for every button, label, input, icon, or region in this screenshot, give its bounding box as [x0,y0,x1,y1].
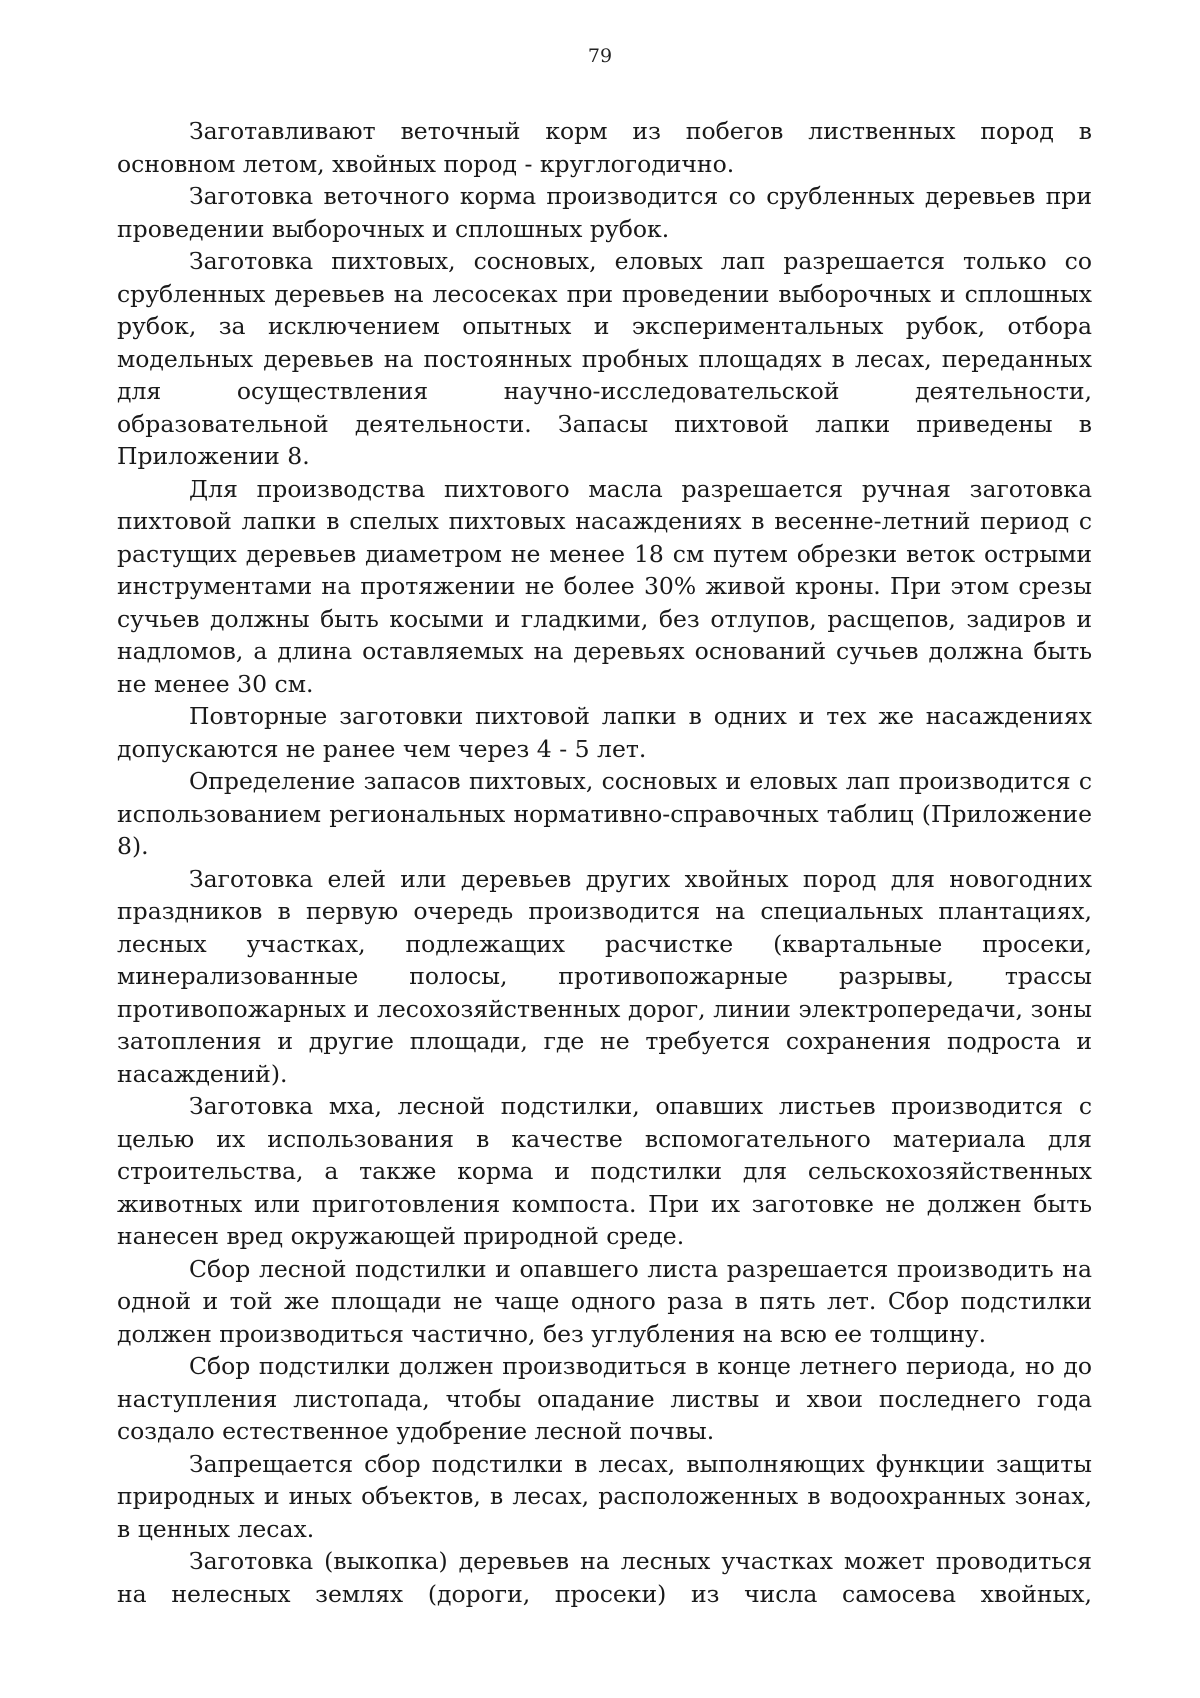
paragraph-litter-prohibition: Запрещается сбор подстилки в лесах, выполняющих функции защиты природных и иных объектов, в лесах, расположенных в водоохранных зонах, в ценных лесах. [117,1449,1092,1543]
paragraph-tree-digging: Заготовка (выкопка) деревьев на лесных участках может проводиться на нелесных землях (дороги, просеки) из числа самосева хвойных, [117,1547,1092,1608]
paragraph-conifer-branches: Заготовка пихтовых, сосновых, еловых лап разрешается только со срубленных деревьев на лесосеках при проведении выборочных и сплошных рубок, за исключением опытных и экспериментальных рубок, отбора модельных деревьев на постоянных пробных площадях в лесах, переданных для осуществления научно-исследовательской деятельности, образовательной деятельности. Запасы пихтовой лапки приведены в Приложении 8. [117,247,1092,470]
paragraph-branch-feed-season: Заготавливают веточный корм из побегов лиственных пород в основном летом, хвойных пород - круглогодично. [117,117,1092,178]
paragraph-moss-litter: Заготовка мха, лесной подстилки, опавших листьев производится с целью их использования в качестве вспомогательного материала для строительства, а также корма и подстилки для сельскохозяйственных животных или приготовления компоста. При их заготовке не должен быть нанесен вред окружающей природной среде. [117,1092,1092,1250]
paragraph-litter-collection-timing: Сбор подстилки должен производиться в конце летнего периода, но до наступления листопада, чтобы опадание листвы и хвои последнего года создало естественное удобрение лесной почвы. [117,1352,1092,1445]
body-text [117,115,1092,1610]
paragraph-stock-estimation: Определение запасов пихтовых, сосновых и еловых лап производится с использованием региональных нормативно-справочных таблиц (Приложение 8). [117,767,1092,860]
paragraph-branch-feed-source: Заготовка веточного корма производится со срубленных деревьев при проведении выборочных и сплошных рубок. [117,182,1092,243]
paragraph-new-year-trees: Заготовка елей или деревьев других хвойных пород для новогодних праздников в первую очередь производится на специальных плантациях, лесных участках, подлежащих расчистке (квартальные просеки, минерализованные полосы, противопожарные разрывы, трассы противопожарных и лесохозяйственных дорог, линии электропередачи, зоны затопления и другие площади, где не требуется сохранения подроста и насаждений). [117,864,1092,1088]
page-number: 79 [587,45,613,67]
paragraph-repeat-harvest: Повторные заготовки пихтовой лапки в одних и тех же насаждениях допускаются не ранее чем через 4 - 5 лет. [117,702,1092,763]
paragraph-fir-oil-harvest: Для производства пихтового масла разрешается ручная заготовка пихтовой лапки в спелых пихтовых насаждениях в весенне-летний период с растущих деревьев диаметром не менее 18 см путем обрезки веток острыми инструментами на протяжении не более 30% живой кроны. При этом срезы сучьев должны быть косыми и гладкими, без отлупов, расщепов, задиров и надломов, а длина оставляемых на деревьях оснований сучьев должна быть не менее 30 см. [117,474,1092,698]
paragraph-litter-collection-frequency: Сбор лесной подстилки и опавшего листа разрешается производить на одной и той же площади не чаще одного раза в пять лет. Сбор подстилки должен производиться частично, без углубления на всю ее толщину. [117,1254,1092,1348]
